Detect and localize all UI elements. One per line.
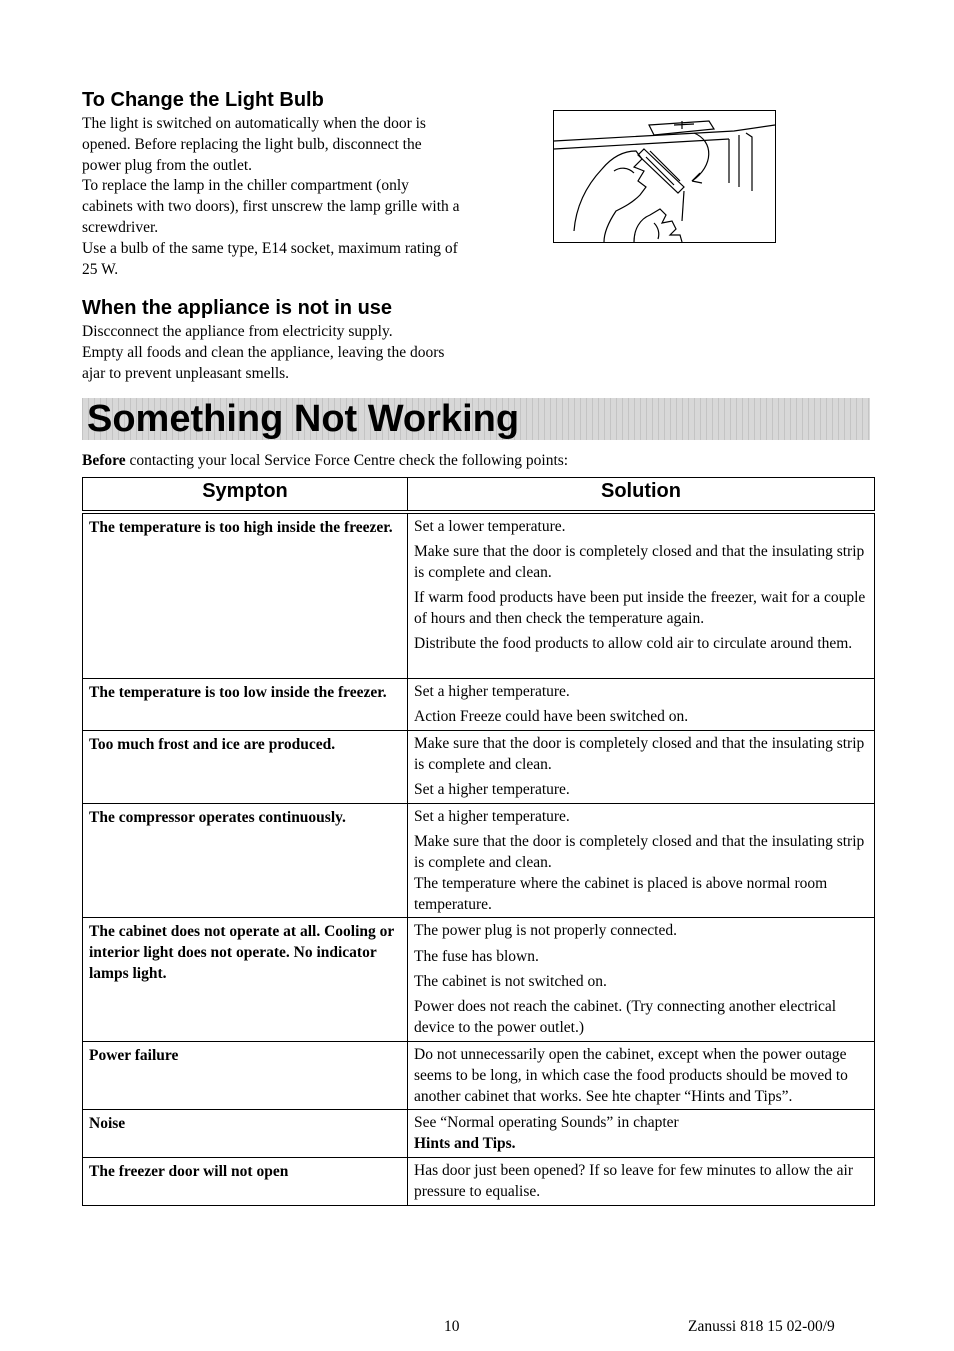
table-row [83, 803, 875, 917]
light-bulb-text [82, 114, 462, 280]
table-row [83, 1110, 875, 1158]
symptom-cell: The temperature is too high inside the freezer. [83, 512, 408, 679]
solution-column-header: Solution [408, 478, 875, 513]
symptom-cell: The temperature is too low inside the freezer. [83, 679, 408, 731]
solution-item: Set a higher temperature. [414, 807, 570, 825]
section-banner [82, 398, 870, 440]
light-bulb-paragraph: To replace the lamp in the chiller compartment (only cabinets with two doors), first unscrew the lamp grille with a screwdriver. [82, 177, 460, 236]
light-bulb-heading: To Change the Light Bulb [82, 89, 324, 111]
table-row [83, 1157, 875, 1205]
table-row [83, 918, 875, 1041]
not-in-use-text [82, 322, 462, 384]
solution-item: The fuse has blown. [414, 947, 539, 965]
intro-bold: Before [82, 452, 126, 469]
solution-item: Make sure that the door is completely closed and that the insulating strip is complete and clean. [414, 543, 865, 582]
solution-item: See “Normal operating Sounds” in chapter [414, 1114, 679, 1132]
bulb-replacement-drawing [554, 111, 775, 242]
not-in-use-heading: When the appliance is not in use [82, 297, 393, 319]
solution-item: Has door just been opened? If so leave for few minutes to allow the air pressure to equalise. [414, 1161, 854, 1200]
solution-cell [408, 731, 875, 804]
light-bulb-paragraph: Use a bulb of the same type, E14 socket, maximum rating of 25 W. [82, 239, 458, 278]
solution-item: The cabinet is not switched on. [414, 973, 607, 991]
solution-cell [408, 679, 875, 731]
page-number: 10 [444, 1318, 460, 1335]
not-in-use-paragraph: Discconnect the appliance from electricity supply. [82, 323, 393, 340]
solution-item: Distribute the food products to allow cold air to circulate around them. [414, 635, 853, 653]
solution-item: Hints and Tips. [414, 1135, 516, 1153]
symptom-cell: The cabinet does not operate at all. Cooling or interior light does not operate. No indicator lamps light. [83, 918, 408, 1041]
solution-cell [408, 803, 875, 917]
table-row [83, 679, 875, 731]
table-row [83, 1041, 875, 1109]
table-header-row [83, 478, 875, 513]
solution-item: Make sure that the door is completely closed and that the insulating strip is complete and clean. [414, 833, 865, 872]
intro-line [82, 451, 568, 471]
document-code: Zanussi 818 15 02-00/9 [688, 1318, 835, 1335]
symptom-column-header: Sympton [83, 478, 408, 513]
intro-rest: contacting your local Service Force Centre check the following points: [125, 452, 569, 469]
table-row [83, 731, 875, 804]
solution-cell [408, 1041, 875, 1109]
symptom-cell: Too much frost and ice are produced. [83, 731, 408, 804]
table-row [83, 512, 875, 679]
solution-cell [408, 1110, 875, 1158]
solution-cell [408, 1157, 875, 1205]
solution-item: Do not unnecessarily open the cabinet, except when the power outage seems to be long, in which case the food products should be moved to another cabinet that works. See hte chapter “Hints and Tips”. [414, 1045, 848, 1105]
solution-cell [408, 918, 875, 1041]
solution-item: The temperature where the cabinet is placed is above normal room temperature. [414, 874, 828, 913]
solution-item: Action Freeze could have been switched on. [414, 708, 689, 726]
symptom-cell: The freezer door will not open [83, 1157, 408, 1205]
section-title: Something Not Working [87, 398, 520, 440]
solution-cell [408, 512, 875, 679]
solution-item: Make sure that the door is completely closed and that the insulating strip is complete and clean. [414, 735, 865, 773]
light-bulb-illustration [553, 110, 776, 243]
solution-item: Set a higher temperature. [414, 683, 570, 700]
solution-item: Power does not reach the cabinet. (Try connecting another electrical device to the power outlet.) [414, 998, 837, 1037]
not-in-use-paragraph: Empty all foods and clean the appliance, leaving the doors ajar to prevent unpleasant smells. [82, 343, 445, 382]
solution-item: If warm food products have been put inside the freezer, wait for a couple of hours and then check the temperature again. [414, 589, 866, 628]
symptom-cell: The compressor operates continuously. [83, 803, 408, 917]
solution-item: Set a lower temperature. [414, 518, 566, 535]
light-bulb-paragraph: The light is switched on automatically when the door is opened. Before replacing the light bulb, disconnect the power plug from the outlet. [82, 115, 426, 174]
solution-item: Set a higher temperature. [414, 781, 570, 799]
symptom-cell: Power failure [83, 1041, 408, 1109]
symptom-cell: Noise [83, 1110, 408, 1158]
troubleshooting-table [82, 477, 875, 1206]
solution-item: The power plug is not properly connected. [414, 922, 677, 940]
